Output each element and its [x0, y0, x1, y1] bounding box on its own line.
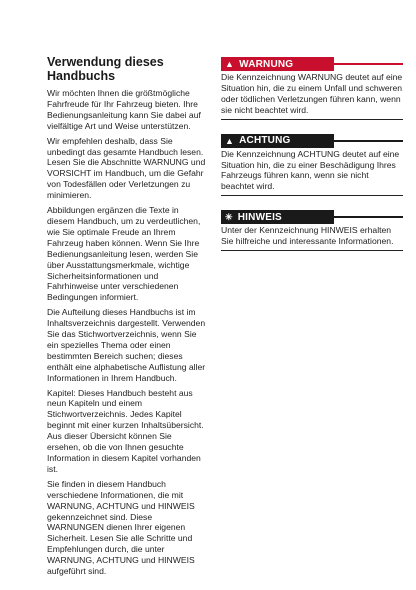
hint-header: [221, 210, 403, 224]
hint-notice: [221, 210, 403, 251]
section-heading: Verwendung dieses Handbuchs: [47, 55, 164, 83]
paragraph-structure: Die Aufteilung dieses Handbuchs ist im Inhaltsverzeichnis dargestellt. Verwenden Sie das Stichwortverzeichnis, wenn Sie ein spezielles Thema oder einen bestimmten Bereich suchen; dieses enthält eine alphabetische Auflistung aller Informationen in Ihrem Handbuch.: [47, 307, 206, 383]
paragraph-chapters: Kapitel: Dieses Handbuch besteht aus neun Kapiteln und einem Stichwortverzeichnis. Jedes Kapitel beginnt mit einer kurzen Inhaltsübersicht. Aus dieser Übersicht können Sie ersehen, ob die von Ihnen gesuchte Information in diesem Kapitel vorhanden ist.: [47, 387, 204, 474]
notice-column: [221, 57, 403, 265]
caution-header: [221, 134, 403, 148]
paragraph-labels: Sie finden in diesem Handbuch verschiedene Informationen, die mit WARNUNG, ACHTUNG und HINWEIS gekennzeichnet sind. Diese WARNUNGEN dienen Ihrer eigenen Sicherheit. Lesen Sie alle Schritte und Empfehlungen durch, die unter WARNUNG, ACHTUNG und HINWEIS aufgeführt sind.: [47, 478, 195, 577]
warning-label-bar: [221, 57, 334, 71]
hint-label-bar: [221, 210, 334, 224]
caution-notice: [221, 134, 403, 197]
caution-label-bar: [221, 134, 334, 148]
warning-notice: [221, 57, 403, 120]
paragraph-recommendation: Wir empfehlen deshalb, dass Sie unbedingt das gesamte Handbuch lesen. Lesen Sie die Abschnitte WARNUNG und VORSICHT im Handbuch, um die Gefahr von Todesfällen oder Verletzungen zu minimieren.: [47, 135, 206, 201]
caution-text: Die Kennzeichnung ACHTUNG deutet auf eine Situation hin, die zu einer Beschädigung Ihres Fahrzeugs führen kann, wenn sie nicht beachtet wird.: [221, 148, 400, 192]
asterisk-icon: ✳: [225, 211, 233, 222]
hint-underline: [221, 250, 403, 251]
warning-underline: [221, 119, 403, 120]
warning-header: [221, 57, 403, 71]
hint-text: Unter der Kennzeichnung HINWEIS erhalten Sie hilfreiche und interessante Informationen.: [221, 225, 394, 247]
caution-triangle-icon: ▲: [225, 135, 235, 146]
warning-label: WARNUNG: [239, 58, 294, 70]
caution-label: ACHTUNG: [239, 135, 291, 147]
hint-label: HINWEIS: [237, 211, 282, 223]
main-text-column: [47, 55, 207, 581]
warning-text: Die Kennzeichnung WARNUNG deutet auf eine Situation hin, die zu einem Unfall und schweren oder tödlichen Verletzungen führen kann, wenn sie nicht beachtet wird.: [221, 72, 403, 115]
paragraph-intro: Wir möchten Ihnen die größtmögliche Fahrfreude für Ihr Fahrzeug bieten. Ihre Bedienungsanleitung kann Sie dabei auf vielfältige Art und Weise unterstützen.: [47, 88, 201, 131]
paragraph-illustrations: Abbildungen ergänzen die Texte in diesem Handbuch, um zu verdeutlichen, wie Sie optimale Freude an Ihrem Fahrzeug haben können. Wenn Sie Ihre Bedienungsanleitung lesen, werden Sie über Ausstattungsmerkmale, wichtige Sicherheitsinformationen und Fahrhinweise unter verschiedenen Bedingungen informiert.: [47, 205, 201, 303]
caution-underline: [221, 195, 403, 196]
warning-triangle-icon: ▲: [225, 59, 235, 69]
